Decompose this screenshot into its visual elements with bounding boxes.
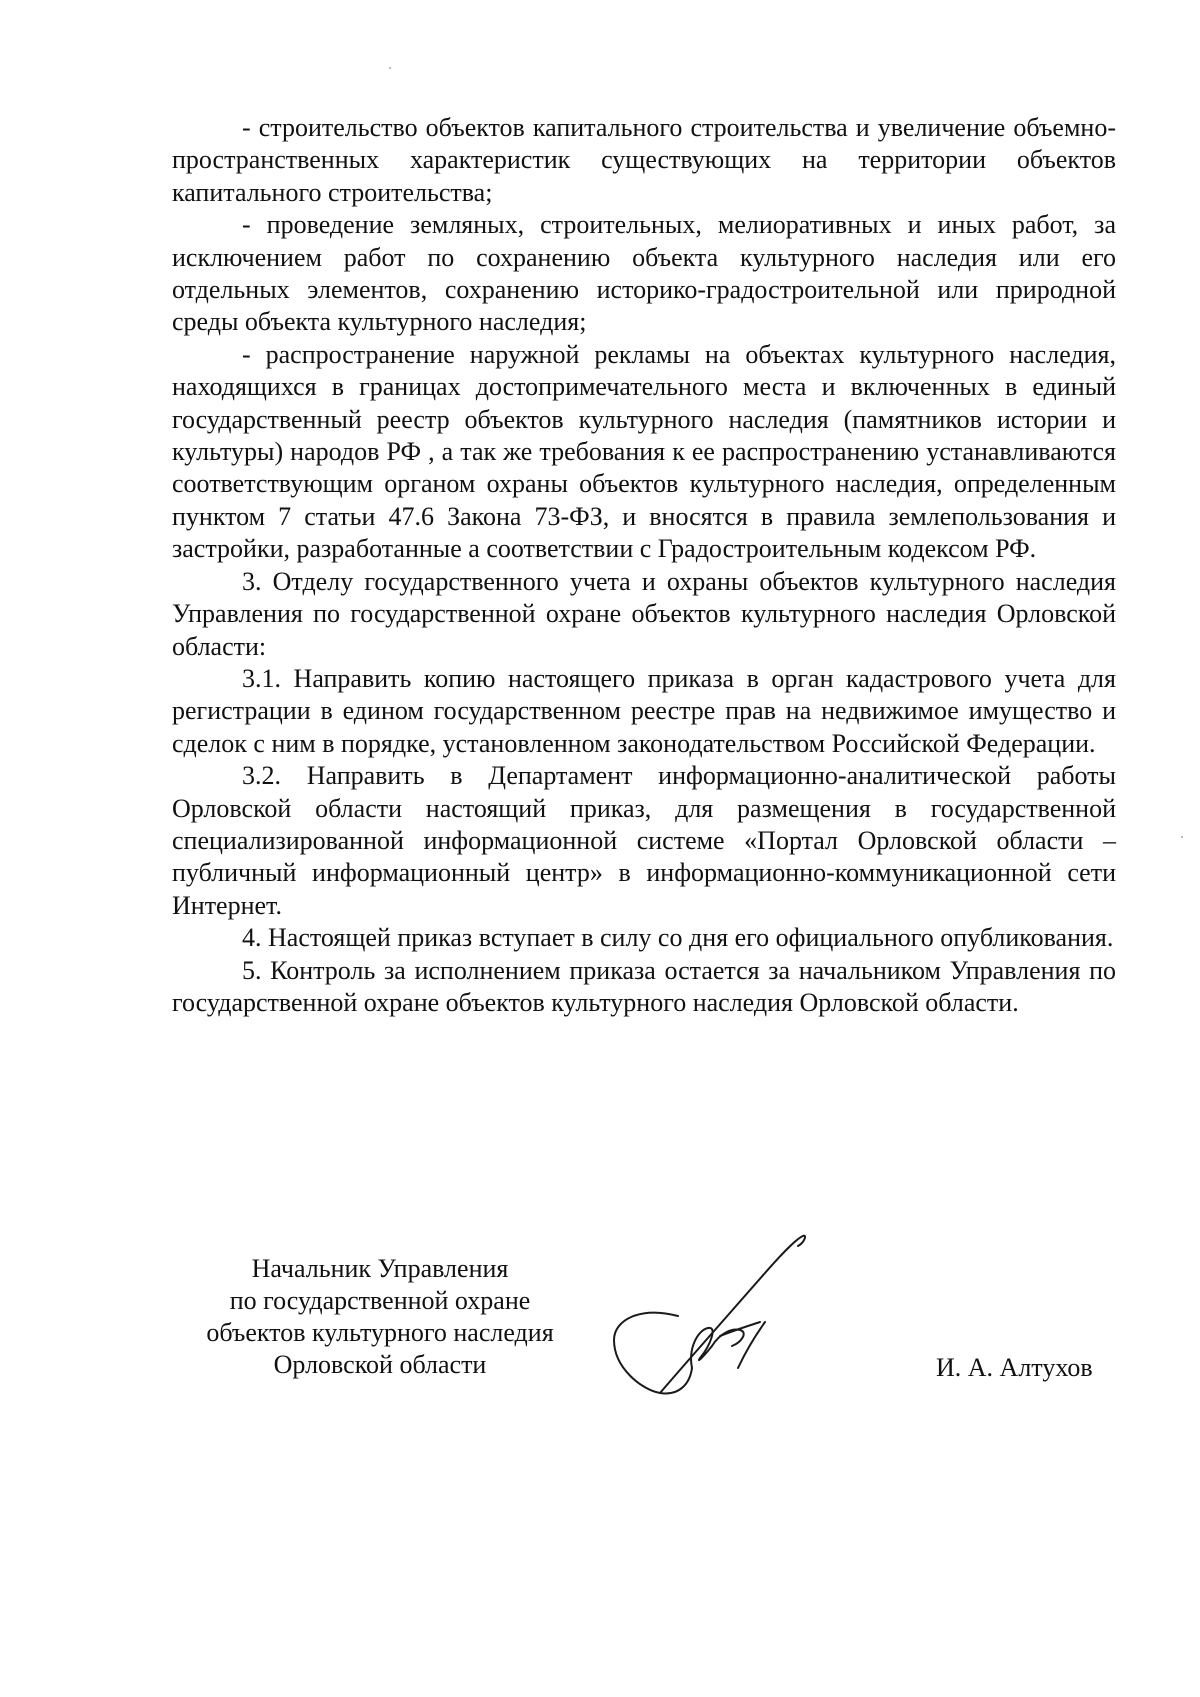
paragraph-item-3-2: 3.2. Направить в Департамент информационно-аналитической работы Орловской области настоящий приказ, для размещения в государственной специализированной информационной системе «Портал Орловской области – публичный информационный центр» в информационно-коммуникационной сети Интернет. — [172, 761, 1116, 920]
paragraph-item-5: 5. Контроль за исполнением приказа остается за начальником Управления по государственной охране объектов культурного наследия Орловской области. — [172, 955, 1116, 1017]
position-line: объектов культурного наследия — [206, 1318, 554, 1347]
position-line: Начальник Управления — [251, 1254, 509, 1283]
paragraph-advertising: - распространение наружной рекламы на объектах культурного наследия, находящихся в границах достопримечательного места и включенных в единый государственный реестр объектов культурного наследия (памятников истории и культуры) народов РФ , а так же требования к ее распространению устанавливаются соответствующим органом охраны объектов культурного наследия, определенным пунктом 7 статьи 47.6 Закона 73-ФЗ, и вносятся в правила землепользования и застройки, разработанные а соответствии с Градостроительным кодексом РФ. — [172, 339, 1116, 564]
signer-name: И. А. Алтухов — [936, 1353, 1093, 1382]
position-line: Орловской области — [273, 1350, 487, 1379]
paragraph-item-3-1: 3.1. Направить копию настоящего приказа в орган кадастрового учета для регистрации в едином государственном реестре прав на недвижимое имущество и сделок с ним в порядке, установленном законодательством Российской Федерации. — [172, 663, 1116, 758]
handwritten-signature — [600, 1218, 860, 1408]
scan-speck — [389, 67, 391, 69]
position-line: по государственной охране — [229, 1286, 531, 1315]
paragraph-item-4: 4. Настоящей приказ вступает в силу со дня его официального опубликования. — [242, 923, 1114, 953]
paragraph-item-3: 3. Отделу государственного учета и охраны объектов культурного наследия Управления по государственной охране объектов культурного наследия Орловской области: — [172, 566, 1116, 661]
signer-position — [170, 1253, 590, 1381]
document-body — [172, 112, 1116, 1019]
scan-speck — [1181, 836, 1183, 838]
paragraph-earthworks-ban: - проведение земляных, строительных, мелиоративных и иных работ, за исключением работ по сохранению объекта культурного наследия или его отдельных элементов, сохранению историко-градостроительной или природной среды объекта культурного наследия; — [172, 210, 1116, 337]
paragraph-construction-ban: - строительство объектов капитального строительства и увеличение объемно-пространственных характеристик существующих на территории объектов капитального строительства; — [172, 113, 1116, 207]
